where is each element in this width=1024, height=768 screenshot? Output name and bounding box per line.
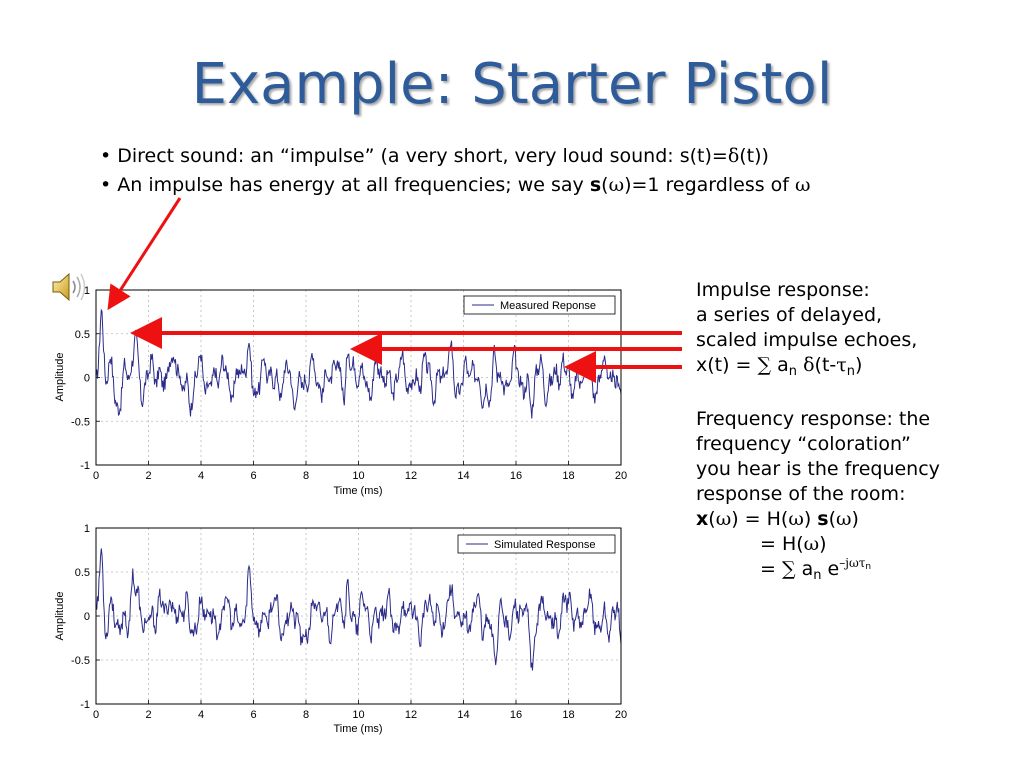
y-tick-label: 0.5 (74, 328, 90, 341)
x-tick-label: 14 (457, 470, 470, 482)
x-tick-label: 20 (614, 470, 628, 482)
frequency-equation-3: = ∑ $a_n$ $e^{-j\omega\tau_n}$ (760, 556, 872, 583)
x-tick-label: 16 (509, 709, 523, 721)
bullet-list (100, 142, 811, 200)
y-tick-label: 0.5 (74, 567, 90, 579)
frequency-equation-1: x(ω) = H(ω) s(ω) (696, 508, 859, 530)
bullet-impulse-energy: • An impulse has energy at all frequencies; we say s(ω)=1 regardless of ω (100, 174, 811, 196)
x-tick-label: 18 (562, 709, 575, 721)
legend-label: Simulated Response (494, 539, 596, 551)
y-tick-label: 0 (83, 372, 90, 385)
y-axis-label: Amplitude (54, 352, 66, 402)
impulse-line-2: a series of delayed, (696, 304, 883, 326)
legend-label: Measured Reponse (500, 300, 597, 312)
x-tick-label: 12 (404, 709, 418, 721)
x-tick-label: 6 (250, 470, 257, 482)
slide-title: Example: Starter Pistol (191, 52, 833, 117)
chart-grid (96, 528, 621, 704)
x-axis-label: Time (ms) (333, 485, 383, 497)
x-tick-label: 14 (457, 709, 470, 721)
y-tick-label: -1 (80, 699, 90, 711)
y-tick-label: 1 (83, 285, 90, 297)
x-tick-label: 4 (197, 709, 205, 721)
frequency-line-2: frequency “coloration” (696, 433, 911, 455)
y-tick-label: -0.5 (71, 416, 90, 429)
chart-legend (458, 535, 615, 553)
x-tick-label: 0 (92, 709, 100, 721)
y-tick-label: -1 (80, 460, 90, 472)
chart-legend (464, 296, 615, 314)
x-tick-label: 16 (509, 470, 523, 482)
x-tick-label: 10 (352, 709, 365, 721)
impulse-heading: Impulse response: (696, 279, 870, 301)
x-tick-label: 18 (562, 470, 575, 482)
measured-response-chart (48, 280, 648, 505)
x-tick-label: 8 (302, 470, 310, 482)
x-tick-label: 8 (302, 709, 310, 721)
x-tick-labels (93, 709, 627, 721)
impulse-line-3: scaled impulse echoes, (696, 329, 918, 351)
simulated-response-chart (48, 518, 648, 743)
x-tick-label: 6 (250, 709, 257, 721)
y-tick-labels (71, 523, 90, 711)
x-tick-label: 20 (614, 709, 628, 721)
impulse-formula: x(t) = ∑ $a_n$ $\delta(t-\tau_n)$ (696, 354, 863, 379)
y-axis-label: Amplitude (54, 591, 66, 641)
y-tick-label: -0.5 (71, 655, 90, 667)
bullet-direct-sound: • Direct sound: an “impulse” (a very short, very loud sound: s(t)=δ(t)) (100, 145, 769, 167)
explanation-text (696, 278, 940, 582)
x-tick-label: 0 (92, 470, 100, 482)
x-tick-label: 10 (352, 470, 365, 482)
x-axis-label: Time (ms) (333, 723, 383, 735)
frequency-equation-2: = H(ω) (760, 533, 827, 555)
frequency-heading: Frequency response: the (696, 408, 931, 430)
x-tick-label: 4 (197, 470, 205, 482)
y-tick-label: 0 (83, 611, 90, 623)
chart-grid (96, 290, 621, 465)
y-tick-labels (71, 285, 90, 472)
x-tick-label: 12 (404, 470, 418, 482)
x-tick-label: 2 (145, 470, 152, 482)
y-tick-label: 1 (83, 523, 90, 535)
x-tick-labels (93, 470, 627, 482)
frequency-line-3: you hear is the frequency (696, 458, 940, 480)
x-tick-label: 2 (145, 709, 152, 721)
frequency-line-4: response of the room: (696, 483, 906, 505)
